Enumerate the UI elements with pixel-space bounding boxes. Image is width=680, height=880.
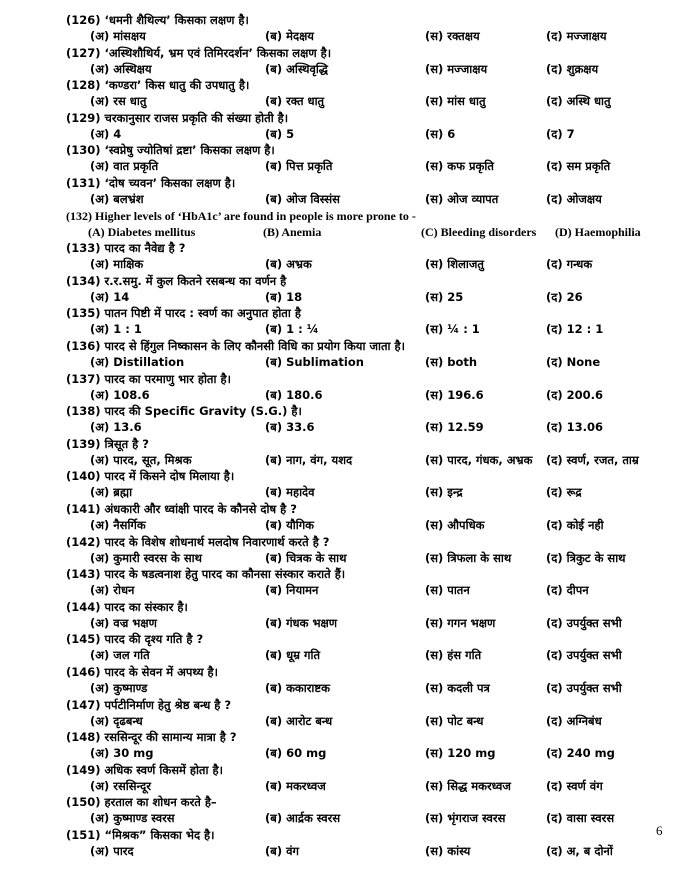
option-a: (अ) कुष्माण्ड स्वरस: [90, 811, 175, 826]
option-c: (स) मज्जाक्षय: [425, 61, 488, 76]
question-options: [90, 289, 670, 305]
option-c: (स) पोट बन्ध: [425, 713, 484, 728]
option-d: (द) उपर्युक्त सभी: [546, 615, 622, 630]
option-c: (स) 120 mg: [425, 746, 496, 761]
question-text: (137) पारद का परमाणु भार होता है।: [66, 371, 231, 386]
question-options: [90, 224, 670, 240]
option-c: (स) कदली पत्र: [425, 681, 490, 695]
option-b: (ब) पित्त प्रकृति: [265, 159, 333, 174]
option-d: (द) 13.06: [546, 420, 603, 435]
option-b: (ब) नाग, वंग, यशद: [265, 452, 353, 467]
option-a: (अ) बलभ्रंश: [90, 192, 144, 206]
option-b: (ब) आर्द्रक स्वरस: [265, 811, 341, 826]
option-b: (ब) चित्रक के साथ: [265, 550, 347, 565]
question-options: [90, 778, 670, 794]
option-c: (स) both: [425, 355, 478, 369]
question-text: (145) पारद की दृश्य गति है ?: [66, 632, 204, 647]
question-text: (132) Higher levels of ‘HbA1c’ are found in people is more prone to -: [66, 208, 416, 223]
option-d: (द) अग्निबंध: [546, 713, 602, 728]
option-d: (द) 7: [546, 126, 575, 141]
option-d: (द) अ, ब दोनों: [546, 844, 613, 858]
option-c: (स) पारद, गंधक, अभ्रक: [425, 452, 533, 467]
question-text: (138) पारद की Specific Gravity (S.G.) है।: [66, 404, 302, 419]
option-c: (स) भृंगराज स्वरस: [425, 811, 506, 826]
question-options: [90, 484, 670, 500]
option-a: (अ) ब्रह्मा: [90, 485, 133, 500]
option-a: (अ) रोधन: [90, 583, 135, 598]
page-number: 6: [656, 823, 663, 838]
option-c: (स) मांस धातु: [425, 94, 486, 109]
option-a: (अ) दृढबन्ध: [90, 713, 143, 728]
option-b: (ब) धूम्र गति: [265, 648, 321, 663]
question-options: [90, 843, 670, 859]
question-text: (129) चरकानुसार राजस प्रकृति की संख्या होती है।: [66, 110, 289, 125]
question-text: (139) त्रिसूत है ?: [66, 436, 149, 451]
option-c: (स) 25: [425, 289, 464, 304]
option-d: (द) 240 mg: [546, 746, 615, 761]
option-b: (ब) वंग: [265, 844, 299, 858]
option-a: (अ) रससिन्दूर: [90, 778, 151, 793]
option-b: (ब) यौगिक: [265, 518, 315, 532]
question-text: (147) पर्पटीनिर्माण हेतु श्रेष्ठ बन्ध है ?: [66, 697, 232, 712]
question-text: (148) रससिन्दूर की सामान्य मात्रा है ?: [66, 730, 237, 745]
option-a: (अ) वात प्रकृति: [90, 159, 159, 174]
option-b: (ब) 33.6: [265, 420, 315, 435]
option-b: (ब) Sublimation: [265, 355, 364, 369]
option-c: (C) Bleeding disorders: [421, 224, 537, 239]
option-d: (द) None: [546, 355, 601, 369]
option-d: (द) उपर्युक्त सभी: [546, 648, 622, 663]
option-c: (स) पातन: [425, 583, 470, 598]
question-text: (130) ‘स्वप्नेषु ज्योतिषां द्रष्टा’ किसका लक्षण है।: [66, 143, 275, 158]
option-d: (द) ओजक्षय: [546, 192, 602, 206]
option-c: (स) गगन भक्षण: [425, 615, 496, 630]
option-b: (ब) 5: [265, 126, 295, 141]
question-options: [90, 61, 670, 77]
option-a: (अ) मांसक्षय: [90, 29, 146, 43]
question-text: (143) पारद के षडत्वनाश हेतु पारद का कौनसा संस्कार कराते हैं।: [66, 567, 346, 582]
question-text: (126) ‘धमनी शैथिल्य’ किसका लक्षण है।: [66, 13, 249, 27]
option-c: (स) सिद्ध मकरध्वज: [425, 778, 511, 793]
option-b: (ब) 18: [265, 289, 303, 304]
option-d: (द) सम प्रकृति: [546, 159, 611, 174]
question-options: [90, 745, 670, 761]
question-options: [90, 582, 670, 598]
option-d: (द) 12 : 1: [546, 322, 604, 337]
option-b: (ब) महादेव: [265, 485, 315, 500]
question-options: [90, 647, 670, 663]
question-text: (151) “मिश्रक” किसका भेद है।: [66, 828, 215, 842]
question-text: (144) पारद का संस्कार है।: [66, 599, 188, 614]
option-d: (द) रूद्र: [546, 485, 582, 500]
option-a: (अ) रस धातु: [90, 94, 147, 109]
option-c: (स) 12.59: [425, 420, 484, 435]
option-d: (द) शुक्रक्षय: [546, 61, 599, 76]
option-d: (द) 200.6: [546, 387, 603, 402]
option-a: (अ) नैसर्गिक: [90, 518, 146, 532]
option-a: (अ) Distillation: [90, 355, 185, 369]
option-b: (ब) नियामन: [265, 583, 319, 598]
question-text: (150) हरताल का शोधन करते है–: [66, 795, 217, 810]
question-options: [90, 321, 670, 337]
option-d: (द) कोई नही: [546, 518, 604, 532]
option-a: (अ) 1 : 1: [90, 322, 142, 337]
option-c: (स) कफ प्रकृति: [425, 159, 494, 174]
option-a: (अ) 30 mg: [90, 746, 154, 761]
option-d: (द) त्रिकुट के साथ: [546, 550, 626, 565]
option-d: (द) स्वर्ण वंग: [546, 778, 603, 793]
option-b: (ब) 1 : ¼: [265, 322, 319, 337]
question-text: (134) र.र.समु. में कुल कितने रसबन्ध का वर्णन है: [66, 273, 287, 288]
option-c: (स) 6: [425, 126, 456, 141]
option-d: (द) गन्धक: [546, 257, 593, 272]
option-b: (ब) आरोट बन्ध: [265, 713, 333, 728]
option-c: (स) इन्द्र: [425, 485, 463, 500]
option-b: (B) Anemia: [263, 224, 322, 239]
option-d: (द) मज्जाक्षय: [546, 29, 607, 43]
question-text: (131) ‘दोष च्यवन’ किसका लक्षण है।: [66, 176, 236, 190]
option-c: (स) ¼ : 1: [425, 322, 480, 337]
option-c: (स) कांस्य: [425, 844, 471, 858]
option-a: (अ) 13.6: [90, 420, 142, 435]
option-c: (स) औपधिक: [425, 518, 485, 532]
option-a: (अ) पारद, सूत, मिश्रक: [90, 452, 192, 467]
option-c: (स) ओज व्यापत: [425, 192, 499, 206]
option-c: (स) हंस गति: [425, 648, 482, 663]
option-a: (अ) कुमारी स्वरस के साथ: [90, 550, 202, 565]
option-a: (अ) 14: [90, 289, 130, 304]
question-text: (146) पारद के सेवन में अपथ्य है।: [66, 665, 219, 679]
option-a: (अ) पारद: [90, 844, 134, 858]
option-a: (अ) जल गति: [90, 648, 150, 663]
question-options: [90, 191, 670, 207]
option-d: (द) 26: [546, 289, 583, 304]
option-b: (ब) मकरध्वज: [265, 778, 326, 793]
question-options: [90, 256, 670, 272]
question-options: [90, 419, 670, 435]
option-a: (A) Diabetes mellitus: [88, 224, 196, 239]
question-options: [90, 452, 670, 468]
question-options: [90, 126, 670, 142]
question-options: [90, 517, 670, 533]
question-text: (149) अधिक स्वर्ण किसमें होता है।: [66, 762, 223, 777]
question-text: (142) पारद के विशेष शोधनार्थ मलदोष निवारणार्थ करते है ?: [66, 534, 330, 549]
option-c: (स) 196.6: [425, 387, 484, 402]
question-text: (127) ‘अस्थिशौथिर्य, भ्रम एवं तिमिरदर्शन’ किसका लक्षण है।: [66, 45, 332, 60]
option-d: (द) अस्थि धातु: [546, 94, 611, 109]
question-options: [90, 158, 670, 174]
option-b: (ब) रक्त धातु: [265, 94, 325, 109]
option-c: (स) रक्तक्षय: [425, 29, 480, 43]
question-options: [90, 680, 670, 696]
question-options: [90, 810, 670, 826]
question-options: [90, 550, 670, 566]
option-b: (ब) 60 mg: [265, 746, 327, 761]
option-b: (ब) अस्थिवृद्धि: [265, 61, 328, 76]
option-b: (ब) ककाराष्टक: [265, 681, 330, 695]
option-d: (द) उपर्युक्त सभी: [546, 681, 622, 695]
question-text: (133) पारद का नैवेद्य है ?: [66, 241, 186, 256]
question-text: (140) पारद में किसने दोष मिलाया है।: [66, 469, 235, 484]
question-text: (128) ‘कण्डरा’ किस धातु की उपधातु है।: [66, 78, 250, 93]
question-options: [90, 28, 670, 44]
option-c: (स) त्रिफला के साथ: [425, 550, 512, 565]
question-text: (136) पारद से हिंगुल निष्कासन के लिए कौनसी विधि का प्रयोग किया जाता है।: [66, 339, 405, 353]
option-d: (D) Haemophilia: [555, 224, 641, 239]
option-a: (अ) 108.6: [90, 387, 150, 402]
option-a: (अ) 4: [90, 126, 122, 141]
option-a: (अ) कुष्माण्ड: [90, 681, 148, 695]
question-options: [90, 615, 670, 631]
option-a: (अ) माक्षिक: [90, 257, 144, 272]
option-b: (ब) गंधक भक्षण: [265, 615, 338, 630]
option-b: (ब) 180.6: [265, 387, 323, 402]
option-d: (द) वासा स्वरस: [546, 811, 615, 826]
question-options: [90, 93, 670, 109]
option-d: (द) दीपन: [546, 583, 589, 598]
question-options: [90, 387, 670, 403]
question-text: (141) अंधकारी और ध्वांक्षी पारद के कौनसे दोष है ?: [66, 502, 297, 516]
option-b: (ब) ओज विस्संस: [265, 192, 340, 206]
question-options: [90, 354, 670, 370]
option-b: (ब) मेदक्षय: [265, 29, 314, 43]
option-c: (स) शिलाजतु: [425, 257, 484, 272]
option-a: (अ) वज्र भक्षण: [90, 615, 157, 630]
question-options: [90, 713, 670, 729]
option-d: (द) स्वर्ण, रजत, ताम्र: [546, 452, 639, 467]
option-b: (ब) अभ्रक: [265, 257, 312, 272]
option-a: (अ) अस्थिक्षय: [90, 61, 152, 76]
question-text: (135) पातन पिष्टी में पारद : स्वर्ण का अनुपात होता है: [66, 306, 301, 321]
